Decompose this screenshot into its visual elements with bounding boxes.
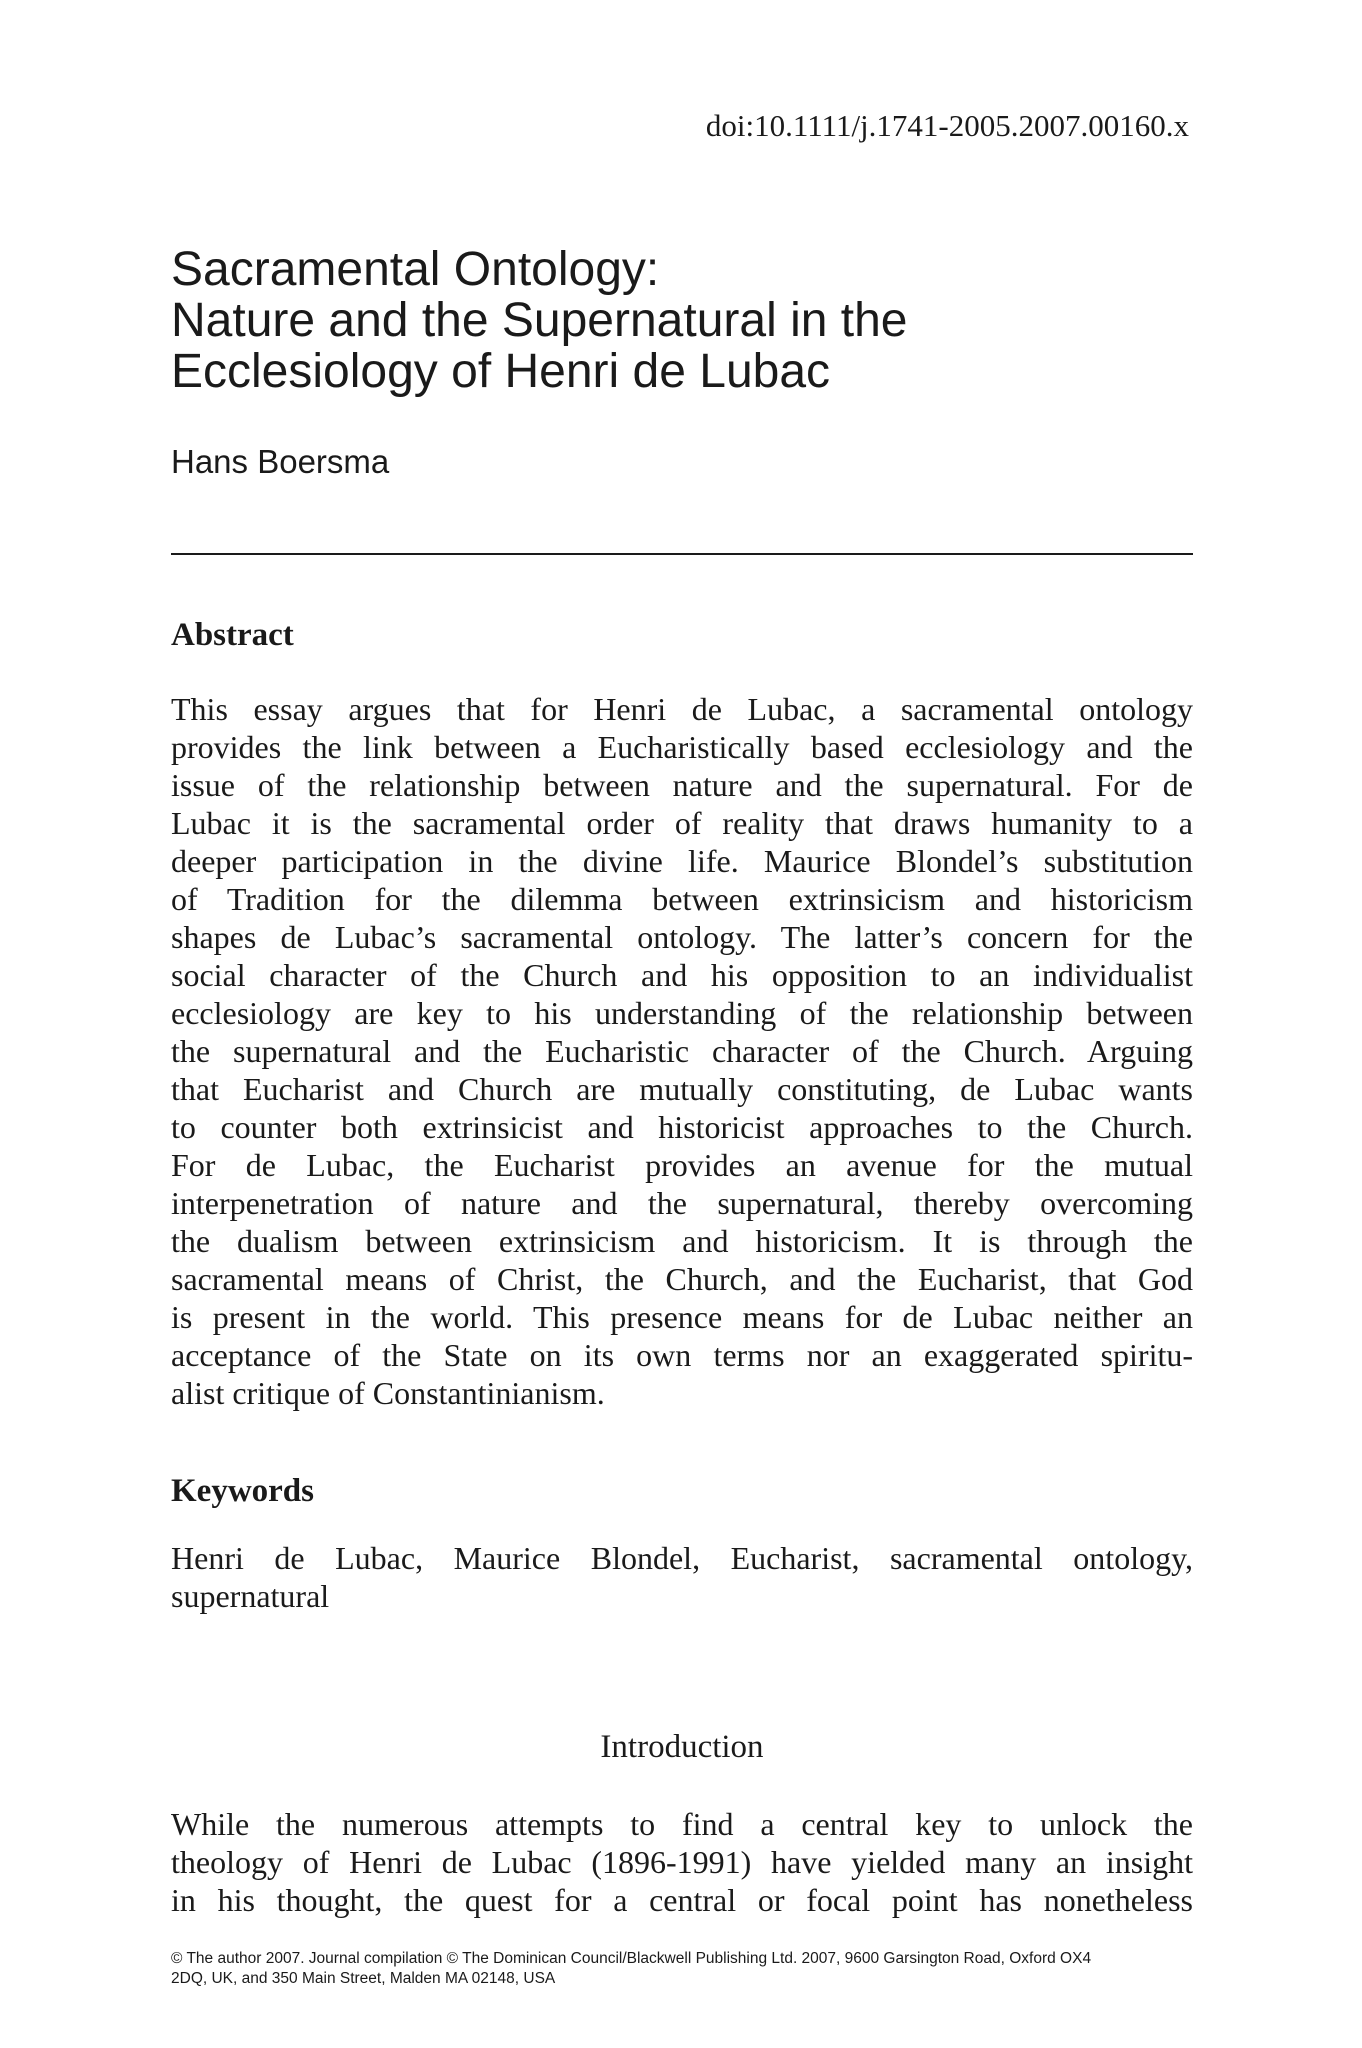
author-name: Hans Boersma (171, 443, 390, 480)
abstract-text (171, 690, 1193, 1412)
abstract-line: This essay argues that for Henri de Lubac, a sacramental ontology (171, 691, 1193, 727)
doi-identifier: doi:10.1111/j.1741-2005.2007.00160.x (705, 108, 1189, 143)
abstract-line: acceptance of the State on its own terms nor an exaggerated spiritu- (171, 1337, 1193, 1373)
keywords-heading: Keywords (171, 1473, 314, 1509)
abstract-line: ecclesiology are key to his understanding of the relationship between (171, 995, 1193, 1031)
abstract-line: sacramental means of Christ, the Church, and the Eucharist, that God (171, 1261, 1193, 1297)
keywords-line: Henri de Lubac, Maurice Blondel, Eucharist, sacramental ontology, (171, 1540, 1193, 1576)
abstract-line: the supernatural and the Eucharistic character of the Church. Arguing (171, 1033, 1193, 1069)
abstract-line: alist critique of Constantinianism. (171, 1375, 605, 1411)
abstract-line: deeper participation in the divine life. Maurice Blondel’s substitution (171, 843, 1193, 879)
abstract-line: interpenetration of nature and the supernatural, thereby overcoming (171, 1185, 1193, 1221)
abstract-line: that Eucharist and Church are mutually constituting, de Lubac wants (171, 1071, 1193, 1107)
abstract-line: is present in the world. This presence means for de Lubac neither an (171, 1299, 1193, 1335)
introduction-heading: Introduction (600, 1729, 764, 1765)
abstract-line: the dualism between extrinsicism and historicism. It is through the (171, 1223, 1193, 1259)
article-title (171, 244, 1191, 397)
abstract-line: shapes de Lubac’s sacramental ontology. The latter’s concern for the (171, 919, 1193, 955)
introduction-text (171, 1805, 1193, 1919)
introduction-line: in his thought, the quest for a central or focal point has nonetheless (171, 1882, 1193, 1918)
introduction-line: theology of Henri de Lubac (1896-1991) have yielded many an insight (171, 1844, 1193, 1880)
title-line: Nature and the Supernatural in the (171, 294, 908, 347)
title-line: Ecclesiology of Henri de Lubac (171, 345, 831, 398)
abstract-line: to counter both extrinsicist and historicist approaches to the Church. (171, 1109, 1193, 1145)
abstract-heading: Abstract (171, 617, 294, 653)
abstract-line: issue of the relationship between nature and the supernatural. For de (171, 767, 1193, 803)
keywords-text (171, 1539, 1193, 1615)
footer-line: © The author 2007. Journal compilation © The Dominican Council/Blackwell Publishing Ltd. 2007, 9600 Garsington Road, Oxford OX4 (171, 1950, 1092, 1967)
title-divider (171, 553, 1193, 555)
abstract-line: provides the link between a Eucharistically based ecclesiology and the (171, 729, 1193, 765)
abstract-line: For de Lubac, the Eucharist provides an avenue for the mutual (171, 1147, 1193, 1183)
copyright-footer (171, 1949, 1193, 1989)
footer-line: 2DQ, UK, and 350 Main Street, Malden MA 02148, USA (171, 1970, 556, 1987)
abstract-line: of Tradition for the dilemma between extrinsicism and historicism (171, 881, 1193, 917)
introduction-line: While the numerous attempts to find a central key to unlock the (171, 1806, 1193, 1842)
title-line: Sacramental Ontology: (171, 243, 660, 296)
abstract-line: Lubac it is the sacramental order of reality that draws humanity to a (171, 805, 1193, 841)
keywords-line: supernatural (171, 1578, 330, 1614)
abstract-line: social character of the Church and his opposition to an individualist (171, 957, 1193, 993)
